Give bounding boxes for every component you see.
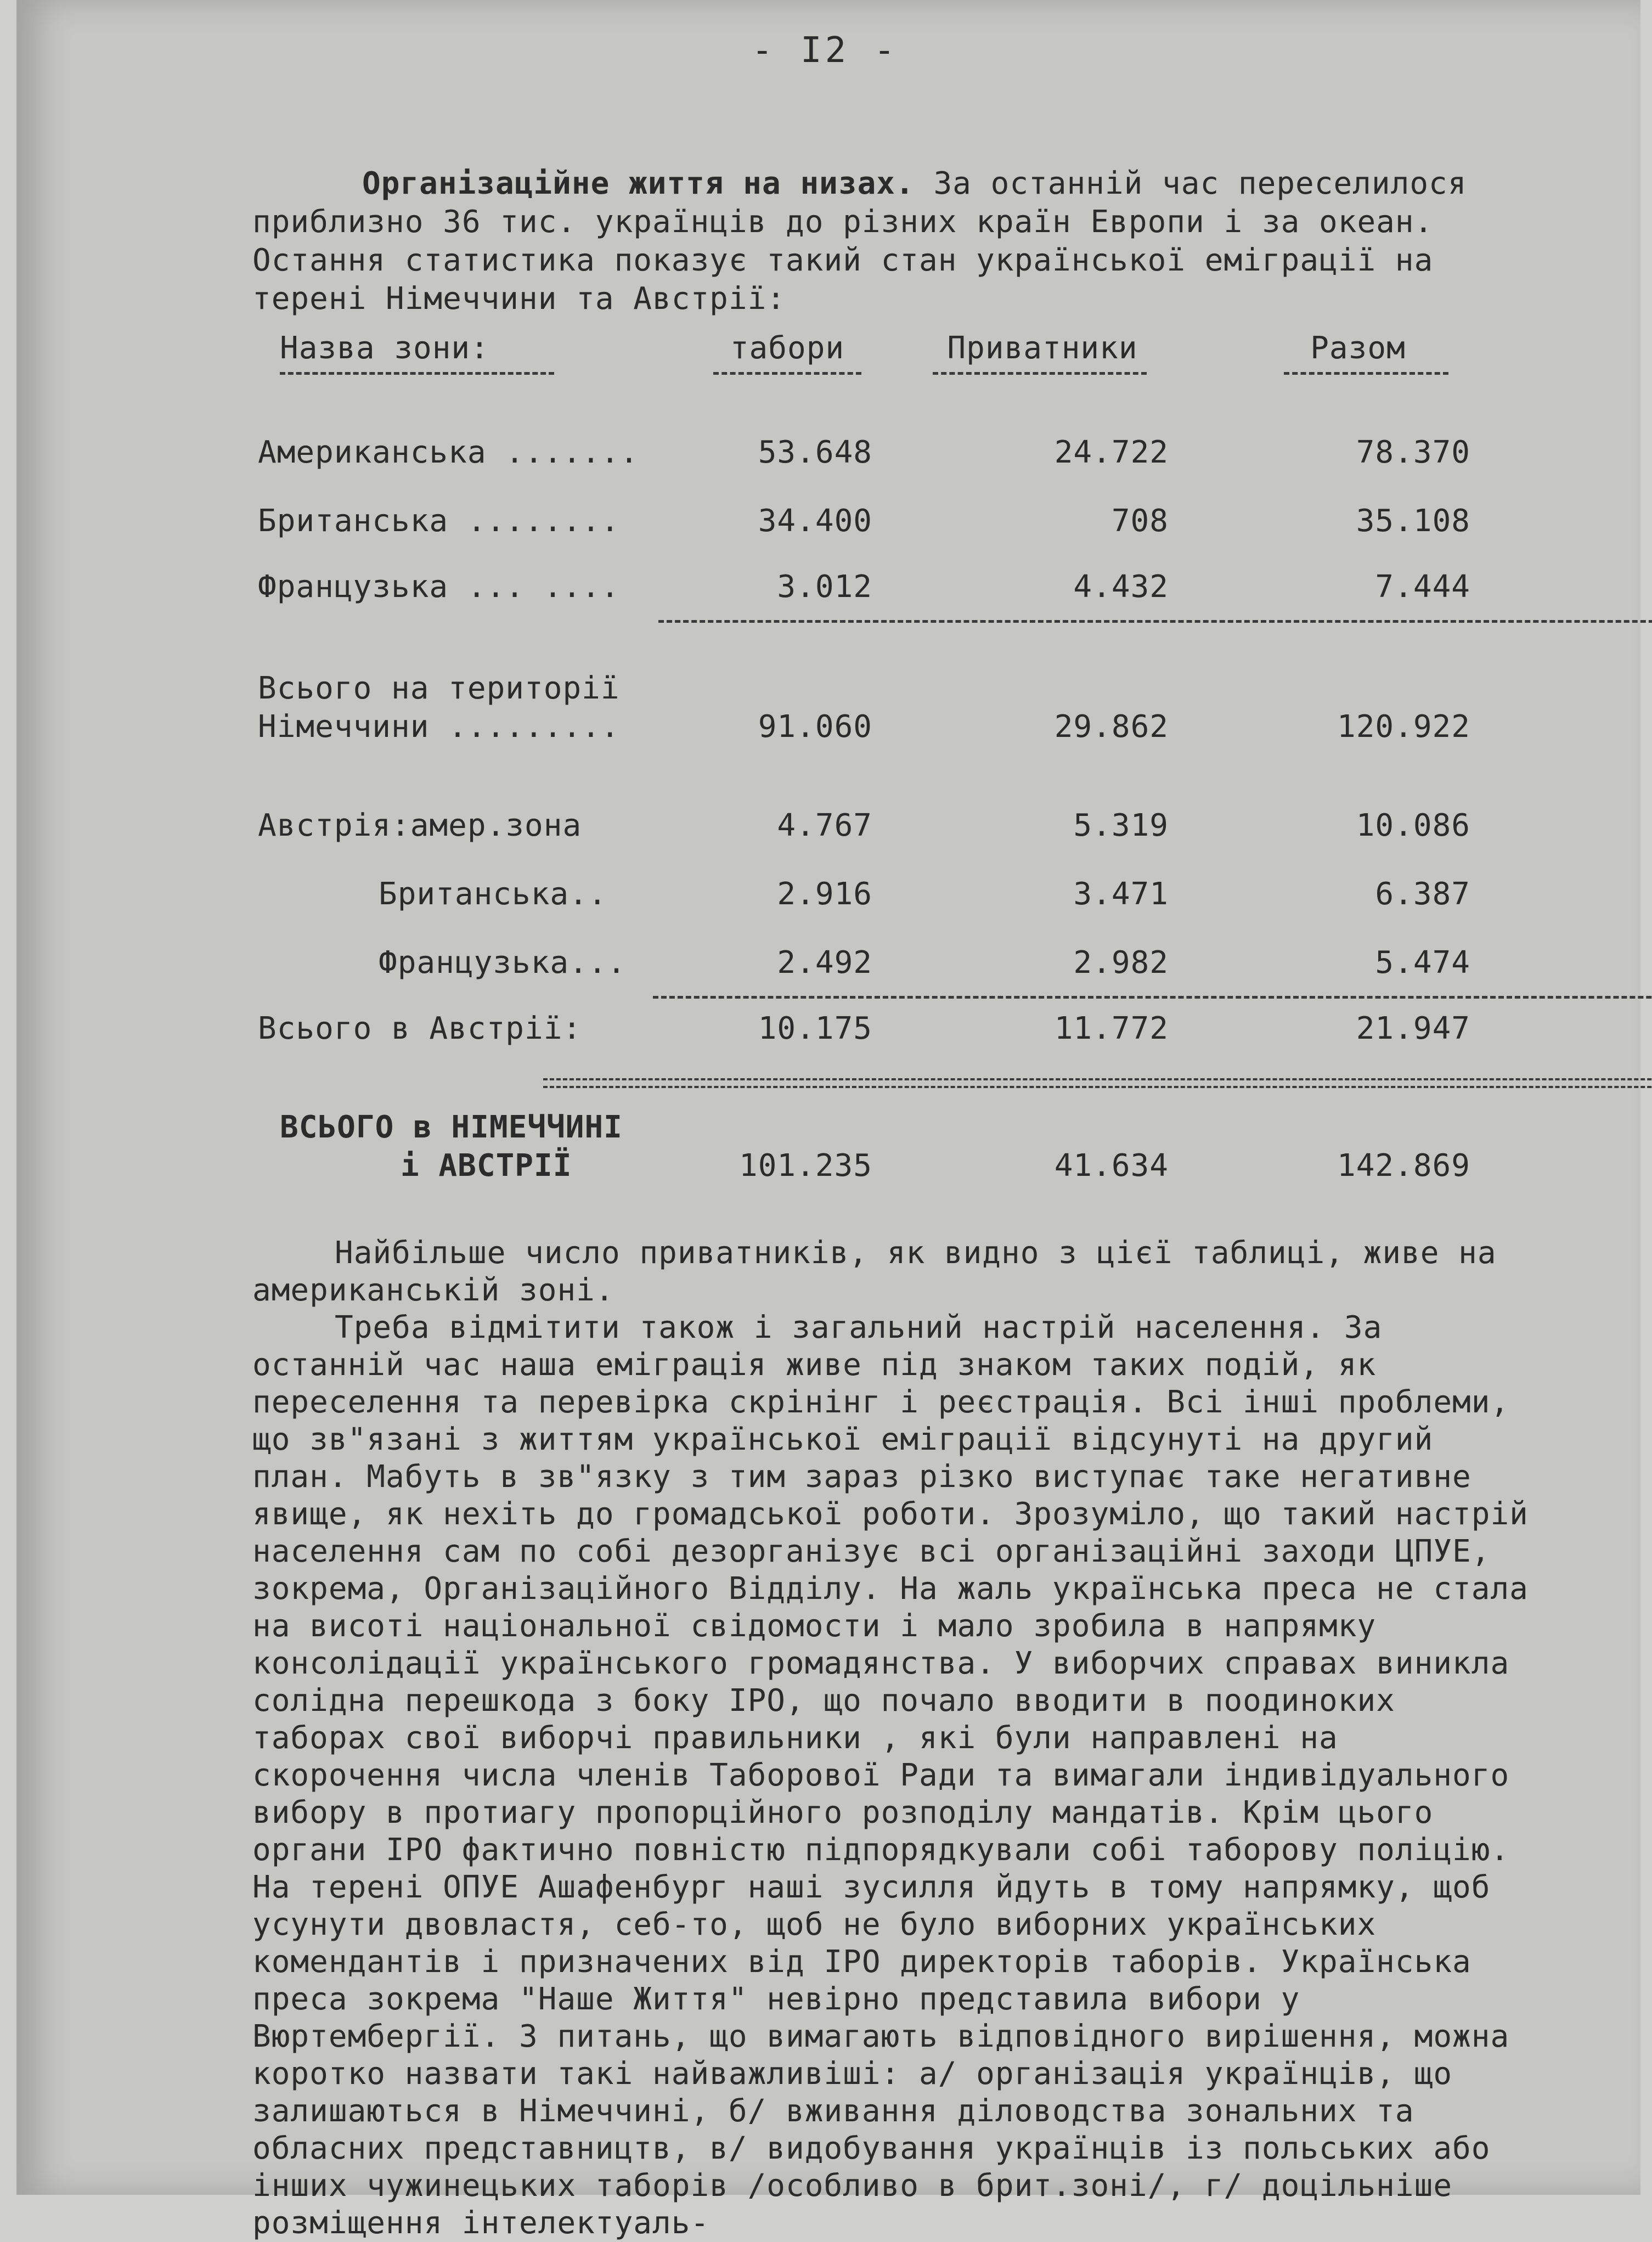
total-value: 6.387	[1375, 876, 1470, 912]
body-paragraph: Треба відмітити також і загальний настрій населення. За останній час наша еміграція живе під знаком таких подій, як переселення та перевірка скрінінг і реєстрація. Всі інші проблеми, що зв"язані з життям української еміграції відсунуті на другий план. Мабуть в зв"язку з тим зараз різко виступає таке негативне явище, як нехіть до громадської роботи. Зрозуміло, що такий настрій населення сам по собі дезорганізує всі організаційні заходи ЦПУЕ, зокрема, Організаційного Відділу. На жаль українська преса не стала на висоті національної свідомости і мало зробила в напрямку консолідації українського громадянства. У виборчих справах виникла солідна перешкода з боку ІРО, що почало вводити в поодиноких таборах свої виборчі правильники , які були направлені на скорочення числа членів Таборової Ради та вимагали індивідуального вибору в протиагу пропорційного розподілу мандатів. Крім цього органи ІРО фактично повністю підпорядкували собі таборову поліцію. На терені ОПУЕ Ашафенбург наші зусилля йдуть в тому напрямку, щоб усунути двовластя, себ-то, щоб не було виборних українських комендантів і призначених від ІРО директорів таборів. Українська преса зокрема "Наше Життя" невірно представила вибори у Вюртембергії. З питань, що вимагають відповідного вирішення, можна коротко назвати такі найважливіші: а/ організація українців, що залишаються в Німеччині, б/ вживання діловодства зональних та обласних представництв, в/ видобування українців із польських або інших чужинецьких таборів /особливо в брит.зоні/, г/ доцільніше розміщення інтелектуаль-	[252, 1310, 1529, 2241]
total-value: 5.474	[1375, 945, 1470, 981]
intro-paragraph	[252, 165, 1531, 318]
table-row	[258, 502, 1487, 540]
austria-total-row	[258, 1010, 1487, 1048]
header-zone-name: Назва зони:	[280, 330, 489, 366]
table-header-row	[258, 329, 1487, 368]
private-value: 11.772	[1054, 1011, 1169, 1046]
header-underline	[280, 372, 554, 375]
table-row	[258, 944, 1487, 982]
subtotal-rule	[653, 996, 1652, 999]
grand-total-row	[258, 1108, 1487, 1185]
zone-name: Британська ........	[258, 503, 620, 539]
austria-total-label: Всього в Австрії:	[258, 1011, 582, 1046]
grand-total-label	[280, 1108, 623, 1185]
body-paragraph: Найбільше число приватників, як видно з цієї таблиці, живе на американській зоні.	[252, 1235, 1497, 1308]
total-value: 21.947	[1356, 1011, 1470, 1046]
total-value: 142.869	[1337, 1148, 1470, 1184]
document-page	[16, 0, 1640, 2241]
total-value: 120.922	[1337, 709, 1470, 745]
germany-total-label-line1: Всього на території	[258, 671, 620, 706]
subtotal-rule	[658, 620, 1652, 623]
page-number: - I2 -	[752, 30, 899, 71]
private-value: 29.862	[1054, 709, 1169, 745]
camps-value: 91.060	[758, 709, 872, 745]
header-underline	[933, 372, 1147, 375]
camps-value: 101.235	[738, 1148, 872, 1184]
grand-total-rule	[543, 1078, 1652, 1088]
private-value: 2.982	[1073, 945, 1169, 981]
header-private: Приватники	[947, 330, 1138, 366]
grand-total-label-line1: ВСЬОГО в НІМЕЧЧИНІ	[280, 1109, 623, 1145]
total-value: 10.086	[1356, 808, 1470, 843]
germany-total-row	[258, 669, 1487, 746]
zone-name: Австрія:амер.зона	[258, 808, 582, 843]
header-underline	[1284, 372, 1448, 375]
zone-name: Американська .......	[258, 435, 639, 470]
total-value: 7.444	[1375, 569, 1470, 605]
camps-value: 2.916	[777, 876, 872, 912]
private-value: 24.722	[1054, 435, 1169, 470]
table-row	[258, 568, 1487, 606]
private-value: 41.634	[1054, 1148, 1169, 1184]
private-value: 4.432	[1073, 569, 1169, 605]
emigration-statistics-table	[258, 329, 1487, 1196]
table-row	[258, 433, 1487, 472]
camps-value: 53.648	[758, 435, 872, 470]
camps-value: 10.175	[758, 1011, 872, 1046]
camps-value: 2.492	[777, 945, 872, 981]
table-row	[258, 875, 1487, 914]
grand-total-label-line2: і АВСТРІЇ	[401, 1148, 572, 1184]
germany-total-label-line2: Німеччини .........	[258, 709, 620, 745]
private-value: 5.319	[1073, 808, 1169, 843]
camps-value: 34.400	[758, 503, 872, 539]
zone-name: Французька...	[379, 945, 627, 981]
header-total: Разом	[1310, 330, 1406, 366]
total-value: 78.370	[1356, 435, 1470, 470]
camps-value: 4.767	[777, 808, 872, 843]
body-text	[252, 1235, 1531, 2242]
germany-total-label	[258, 669, 620, 746]
camps-value: 3.012	[777, 569, 872, 605]
intro-text: За останній час переселилося приблизно 36 тис. українців до різних країн Европи і за океан. Остання статистика показує такий стан української еміграції на терені Німеччини та Австрії:	[252, 166, 1467, 317]
private-value: 708	[1111, 503, 1169, 539]
total-value: 35.108	[1356, 503, 1470, 539]
table-row	[258, 807, 1487, 845]
zone-name: Французька ... ....	[258, 569, 620, 605]
private-value: 3.471	[1073, 876, 1169, 912]
header-camps: табори	[730, 330, 845, 366]
zone-name: Британська..	[379, 876, 607, 912]
intro-lead: Організаційне життя на низах.	[362, 166, 915, 201]
header-underline	[713, 372, 861, 375]
